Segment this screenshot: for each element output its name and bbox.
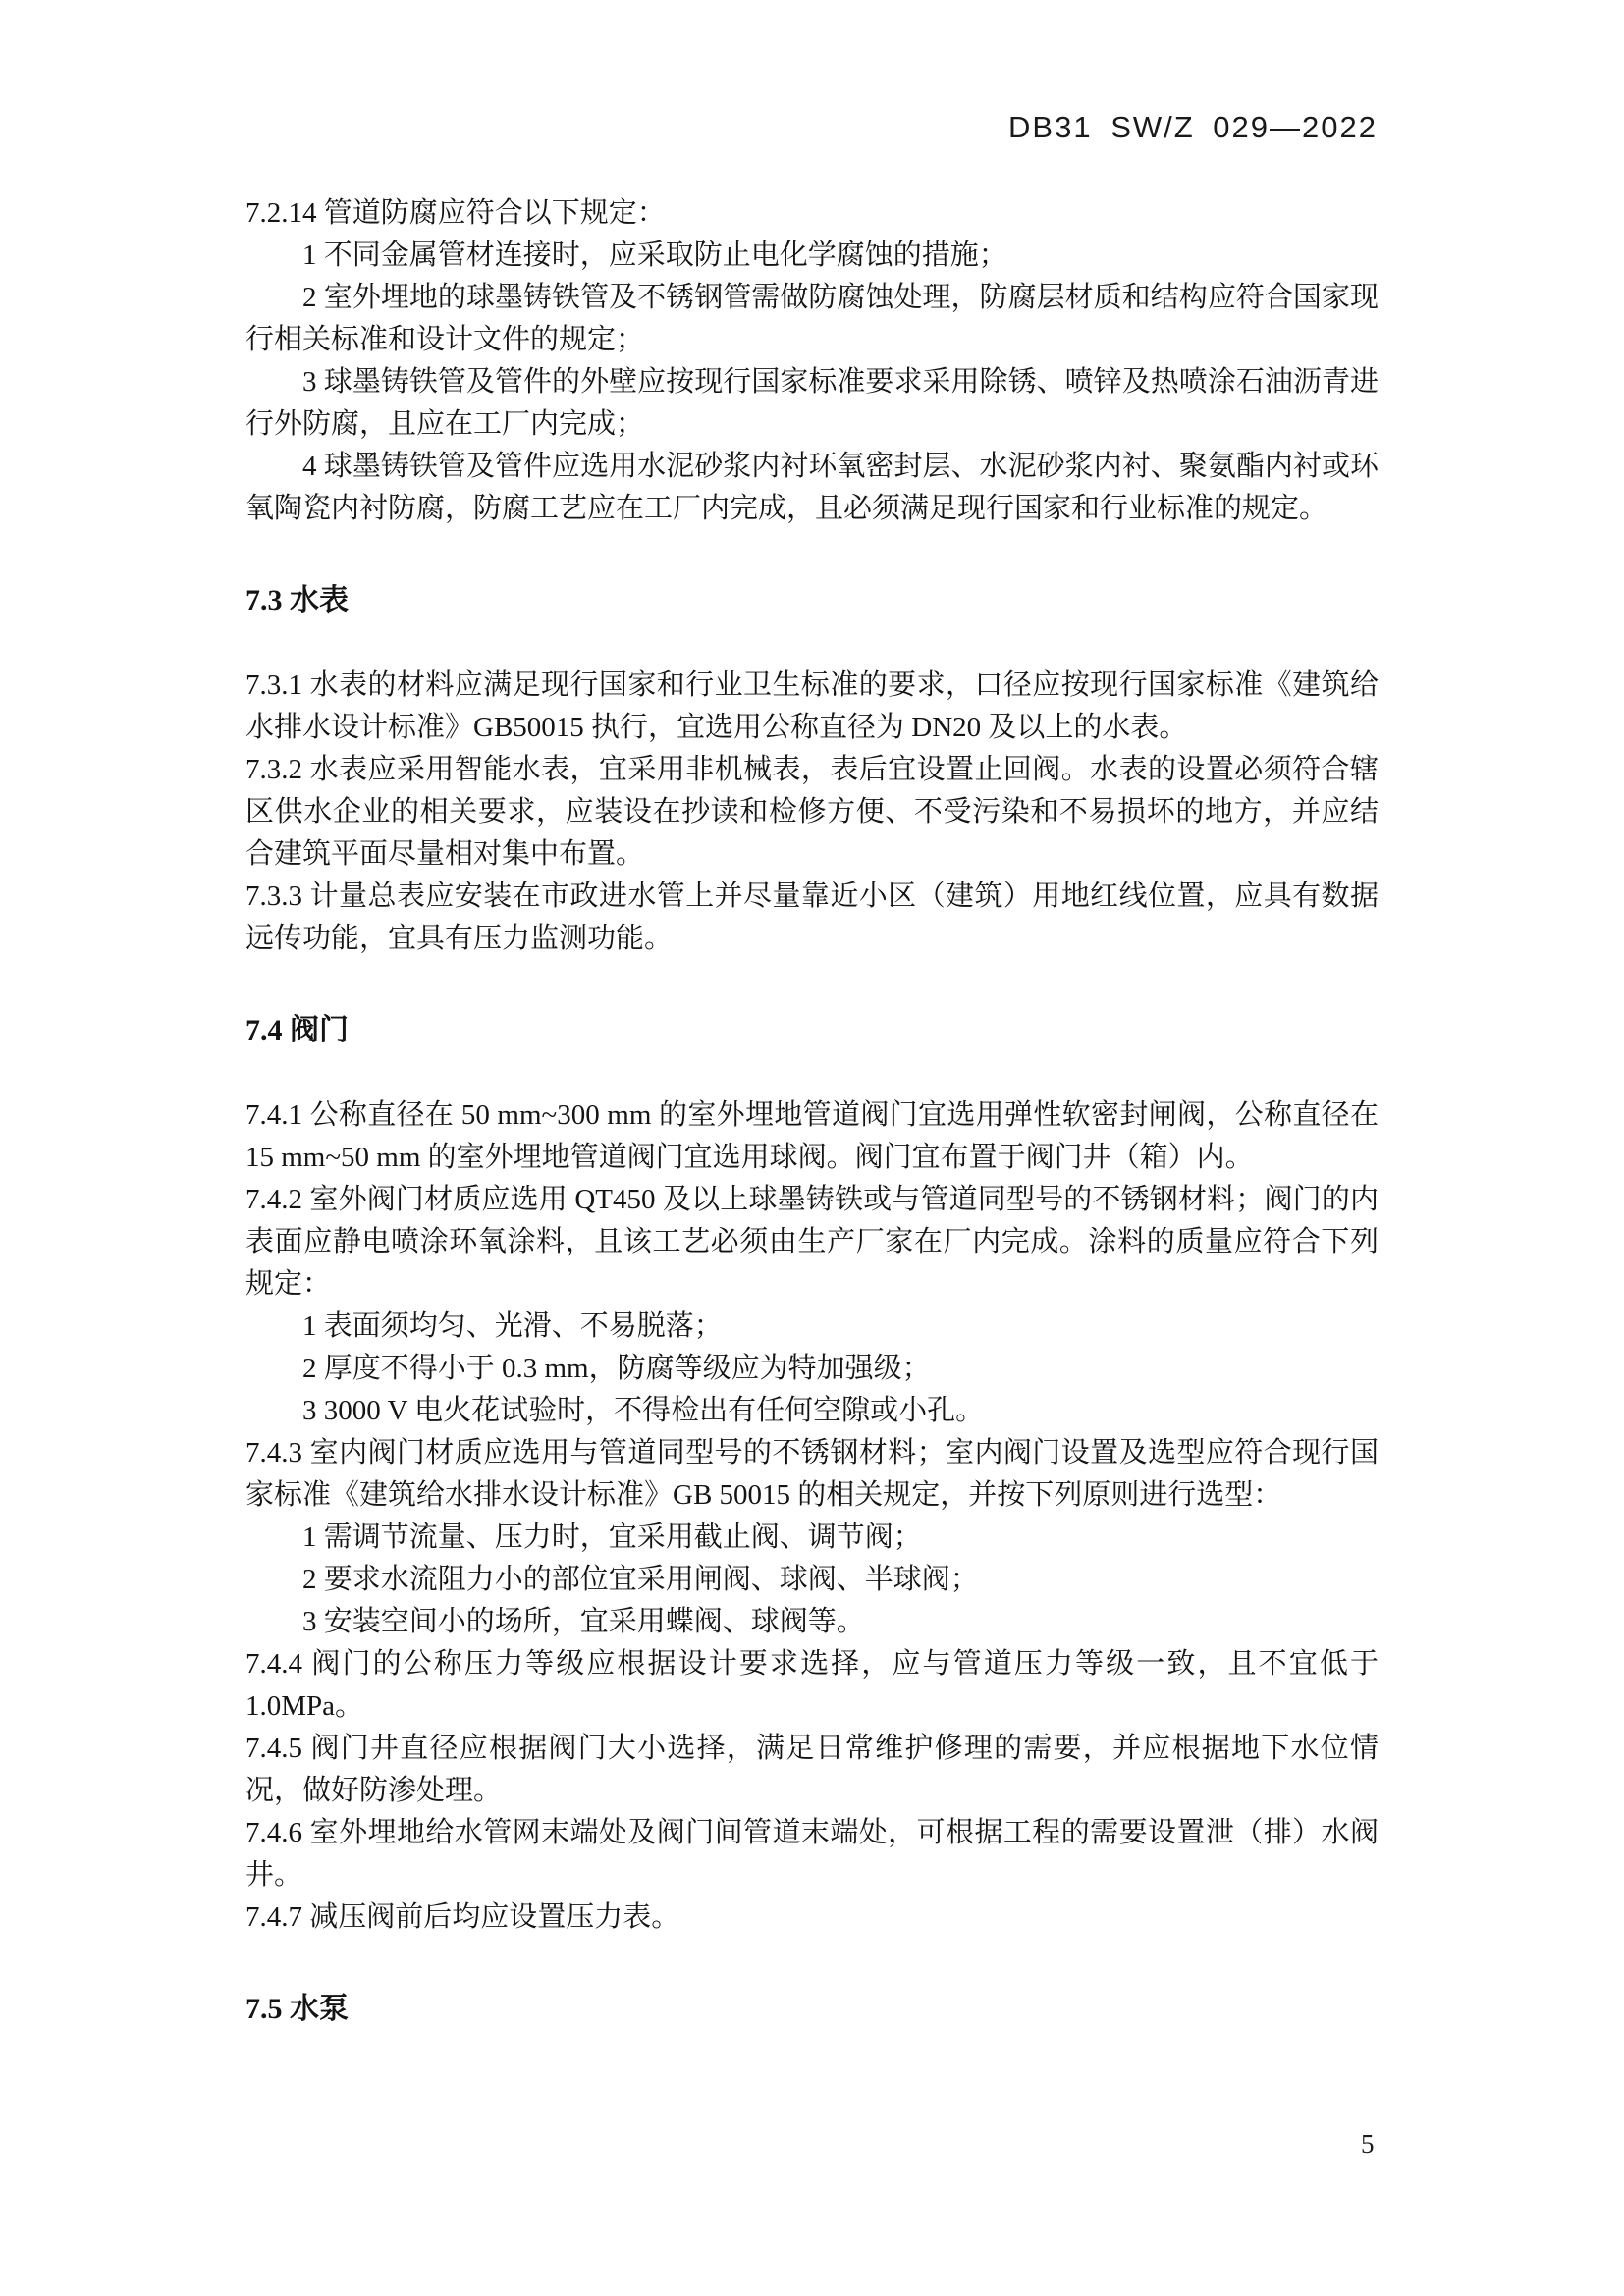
section-heading: 7.5 水泵: [245, 1993, 349, 2025]
list-item: 2 要求水流阻力小的部位宜采用闸阀、球阀、半球阀；: [302, 1564, 979, 1595]
standard-code-header: DB31 SW/Z 029—2022: [1008, 110, 1378, 144]
page-number: 5: [1361, 2129, 1375, 2159]
list-item: 4 球墨铸铁管及管件应选用水泥砂浆内衬环氧密封层、水泥砂浆内衬、聚氨酯内衬或环氧陶瓷内衬防腐，防腐工艺应在工厂内完成，且必须满足现行国家和行业标准的规定。: [245, 451, 1379, 524]
clause-paragraph: 7.3.2 水表应采用智能水表，宜采用非机械表，表后宜设置止回阀。水表的设置必须符合辖区供水企业的相关要求，应装设在抄读和检修方便、不受污染和不易损坏的地方，并应结合建筑平面尽量相对集中布置。: [245, 754, 1379, 870]
document-body: [245, 192, 1379, 2073]
list-item: 3 3000 V 电火花试验时，不得检出有任何空隙或小孔。: [302, 1395, 985, 1426]
clause-paragraph: 7.3.3 计量总表应安装在市政进水管上并尽量靠近小区（建筑）用地红线位置，应具有数据远传功能，宜具有压力监测功能。: [245, 881, 1379, 954]
section-heading: 7.3 水表: [245, 584, 349, 616]
clause-paragraph: 7.2.14 管道防腐应符合以下规定：: [245, 197, 666, 229]
clause-paragraph: 7.4.5 阀门井直径应根据阀门大小选择，满足日常维护修理的需要，并应根据地下水位情况，做好防渗处理。: [245, 1733, 1379, 1806]
clause-paragraph: 7.4.2 室外阀门材质应选用 QT450 及以上球墨铸铁或与管道同型号的不锈钢材料；阀门的内表面应静电喷涂环氧涂料，且该工艺必须由生产厂家在厂内完成。涂料的质量应符合下列规定：: [245, 1184, 1379, 1300]
list-item: 1 表面须均匀、光滑、不易脱落；: [302, 1310, 723, 1342]
section-heading: 7.4 阀门: [245, 1014, 349, 1046]
clause-paragraph: 7.3.1 水表的材料应满足现行国家和行业卫生标准的要求，口径应按现行国家标准《建筑给水排水设计标准》GB50015 执行，宜选用公称直径为 DN20 及以上的水表。: [245, 669, 1379, 743]
list-item: 3 安装空间小的场所，宜采用蝶阀、球阀等。: [302, 1606, 865, 1637]
clause-paragraph: 7.4.1 公称直径在 50 mm~300 mm 的室外埋地管道阀门宜选用弹性软密封闸阀，公称直径在 15 mm~50 mm 的室外埋地管道阀门宜选用球阀。阀门宜布置于阀门井（箱）内。: [245, 1099, 1379, 1173]
clause-paragraph: 7.4.7 减压阀前后均应设置压力表。: [245, 1901, 680, 1933]
list-item: 2 厚度不得小于 0.3 mm，防腐等级应为特加强级；: [302, 1353, 931, 1384]
list-item: 2 室外埋地的球墨铸铁管及不锈钢管需做防腐蚀处理，防腐层材质和结构应符合国家现行相关标准和设计文件的规定；: [245, 282, 1379, 355]
clause-paragraph: 7.4.4 阀门的公称压力等级应根据设计要求选择，应与管道压力等级一致，且不宜低于 1.0MPa。: [245, 1648, 1379, 1722]
list-item: 1 不同金属管材连接时，应采取防止电化学腐蚀的措施；: [302, 240, 1007, 271]
clause-paragraph: 7.4.6 室外埋地给水管网末端处及阀门间管道末端处，可根据工程的需要设置泄（排）水阀井。: [245, 1817, 1379, 1891]
list-item: 3 球墨铸铁管及管件的外壁应按现行国家标准要求采用除锈、喷锌及热喷涂石油沥青进行外防腐，且应在工厂内完成；: [245, 366, 1379, 440]
list-item: 1 需调节流量、压力时，宜采用截止阀、调节阀；: [302, 1522, 922, 1553]
clause-paragraph: 7.4.3 室内阀门材质应选用与管道同型号的不锈钢材料；室内阀门设置及选型应符合现行国家标准《建筑给水排水设计标准》GB 50015 的相关规定，并按下列原则进行选型：: [245, 1437, 1379, 1511]
